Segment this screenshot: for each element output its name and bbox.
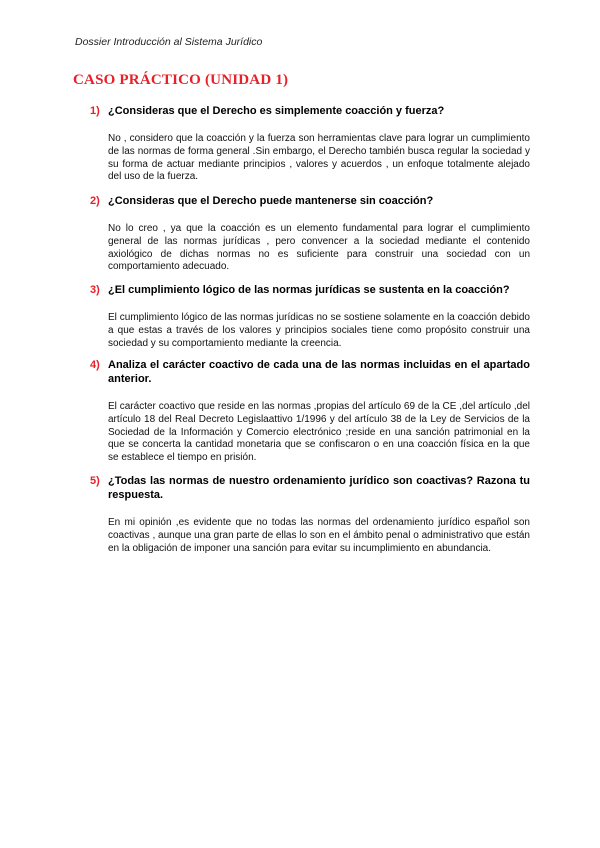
question-number: 4)	[90, 359, 100, 371]
question-text: ¿Consideras que el Derecho es simplemente coacción y fuerza?	[108, 105, 445, 117]
question-number: 5)	[90, 475, 100, 487]
question-number: 2)	[90, 195, 100, 207]
document-title: CASO PRÁCTICO (UNIDAD 1)	[73, 72, 289, 88]
question-number: 3)	[90, 284, 100, 296]
question-text: ¿El cumplimiento lógico de las normas jurídicas se sustenta en la coacción?	[108, 284, 510, 296]
question-block-3	[90, 283, 530, 350]
question-text: ¿Consideras que el Derecho puede mantenerse sin coacción?	[108, 195, 434, 207]
answer-text: En mi opinión ,es evidente que no todas las normas del ordenamiento jurídico español son coactivas , aunque una gran parte de ellas lo son en el ámbito penal o administrativo que están en la obligación de imponer una sanción para evitar su incumplimiento en abundancia.	[108, 517, 530, 554]
question-number: 1)	[90, 105, 100, 117]
question-block-5	[90, 474, 530, 555]
question-text: Analiza el carácter coactivo de cada una de las normas incluidas en el apartado anterior.	[108, 359, 530, 385]
question-block-1	[90, 104, 530, 184]
question-text: ¿Todas las normas de nuestro ordenamiento jurídico son coactivas? Razona tu respuesta.	[108, 475, 530, 501]
answer-text: El cumplimiento lógico de las normas jurídicas no se sostiene solamente en la coacción debido a que estas a través de los valores y principios sociales tiene como propósito construir una sociedad y su comportamiento mediante la creencia.	[108, 312, 530, 349]
answer-text: No , considero que la coacción y la fuerza son herramientas clave para lograr un cumplimiento de las normas de forma general .Sin embargo, el Derecho también busca regular la sociedad y su forma de actuar mediante principios , valores y acuerdos , un enfoque totalmente alejado del uso de la fuerza.	[108, 133, 530, 183]
question-block-4	[90, 358, 530, 465]
running-header: Dossier Introducción al Sistema Jurídico	[75, 36, 263, 48]
answer-text: No lo creo , ya que la coacción es un elemento fundamental para lograr el cumplimiento general de las normas jurídicas , pero convencer a la sociedad mediante el contenido axiológico de dichas normas no es suficiente para construir una sociedad con un comportamiento adecuado.	[108, 223, 530, 273]
answer-text: El carácter coactivo que reside en las normas ,propias del artículo 69 de la CE ,del artículo ,del artículo 18 del Real Decreto Legislaattivo 1/1996 y del artículo 38 de la Ley de Servicios de la Sociedad de la Información y Comercio electrónico ;reside en una sanción patrimonial en la que se concerta la cantidad monetaria que se confiscaron o en una coacción física en la que se establece el tiempo en prisión.	[108, 401, 530, 464]
question-block-2	[90, 194, 530, 274]
